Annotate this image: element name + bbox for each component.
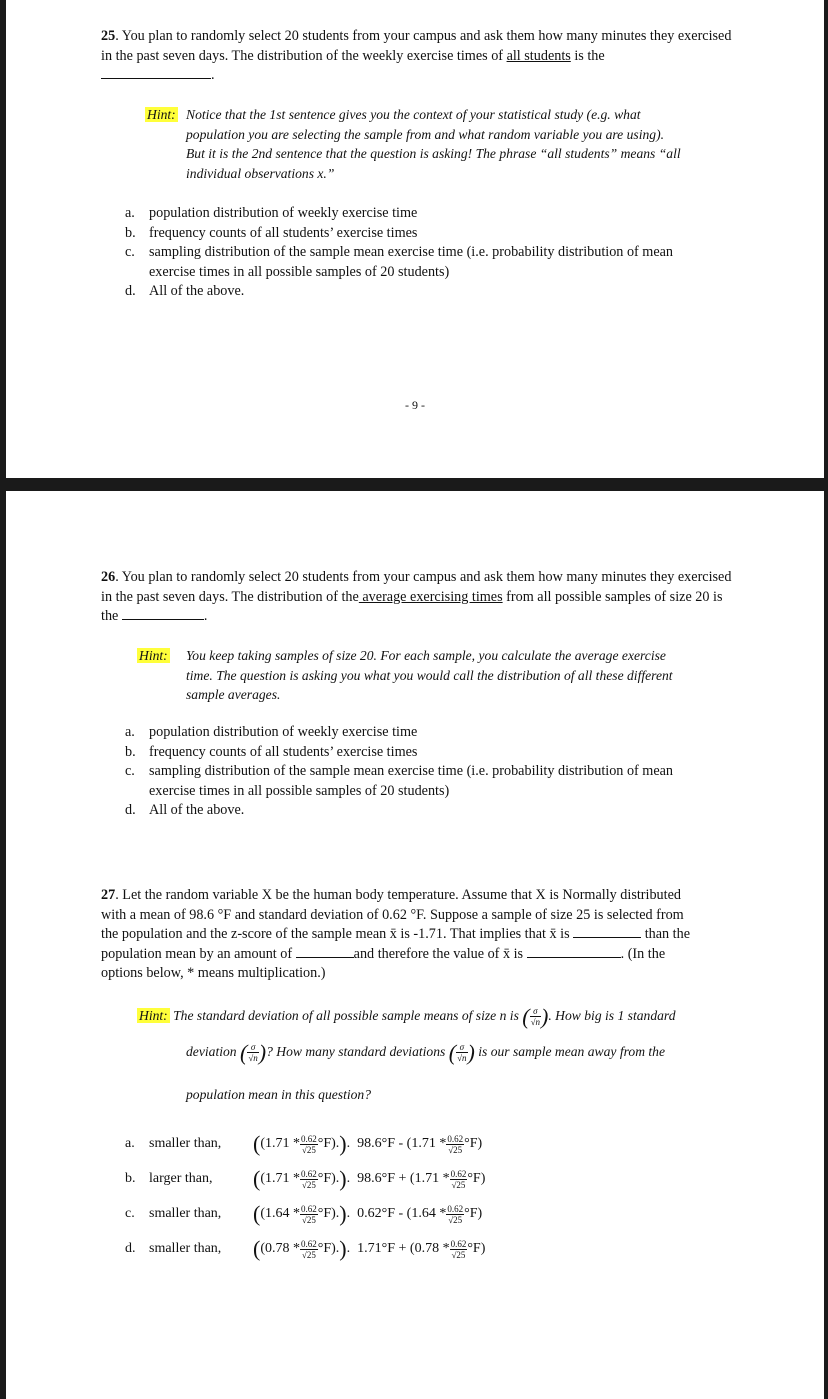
option-c[interactable]: c. smaller than, ((1.64 * $\frac{0.62}{√25}$ °F).). 0.62°F - (1.64 * $\frac{0.62}{√25}$ °F)	[125, 1201, 483, 1226]
option-d[interactable]	[125, 282, 705, 302]
underlined-phrase: average exercising times	[358, 588, 503, 605]
options-26	[125, 723, 705, 821]
page-number: - 9 -	[405, 398, 425, 412]
options-25	[125, 204, 705, 302]
question-text: options below, * means multiplication.)	[101, 965, 326, 981]
hint-label: Hint:	[147, 107, 176, 122]
hint-label: Hint:	[139, 648, 168, 663]
hint-line: deviation	[186, 1044, 240, 1059]
option-a[interactable]	[125, 723, 705, 743]
question-text-end: from all possible samples of size 20 is the	[101, 588, 723, 624]
question-number: 25	[101, 28, 116, 44]
option-c[interactable]	[125, 762, 705, 801]
question-number: 27	[101, 887, 116, 903]
hint-line: But it is the 2nd sentence that the question is asking! The phrase “all students” means “all	[186, 146, 681, 161]
answer-blank	[296, 945, 354, 958]
hint-line: is our sample mean away from the	[474, 1044, 666, 1059]
question-text: . Let the random variable X be the human body temperature. Assume that X is Normally distributed	[115, 887, 681, 903]
option-text: population distribution of weekly exercise time	[149, 205, 418, 221]
option-a[interactable]	[125, 204, 705, 224]
option-letter: c.	[125, 763, 135, 779]
underlined-phrase: all students	[506, 47, 571, 64]
option-text: sampling distribution of the sample mean exercise time (i.e. probability distribution of mean exercise times in all possible samples of 20 students)	[149, 244, 674, 280]
option-d[interactable]: d. smaller than, ((0.78 * $\frac{0.62}{√25}$ °F).). 1.71°F + (0.78 * $\frac{0.62}{√25}$ °F)	[125, 1236, 486, 1261]
option-letter: d.	[125, 802, 136, 818]
question-text: . You plan to randomly select 20 students from your campus and ask them how many minutes they exercised in the past seven days. The distribution of the weekly exercise times of	[101, 28, 732, 64]
hint-line: population mean in this question?	[186, 1087, 372, 1102]
question-text: . (In the	[620, 945, 666, 962]
option-letter: a.	[125, 205, 135, 221]
option-c[interactable]	[125, 243, 705, 282]
hint-line: Notice that the 1st sentence gives you the context of your statistical study (e.g. what	[186, 107, 641, 122]
sigma-over-root-n: $\frac{\sigma}{√n}$	[248, 1042, 258, 1064]
sigma-over-root-n: $\frac{\sigma}{√n}$	[457, 1042, 467, 1064]
page-2: 26. You plan to randomly select 20 students from your campus and ask them how many minutes they exercised in the past seven days. The distribution of the average exercising times from all possible samples of size 20 is the . Hint: You keep taking samples of size 20. For each sample, you calculate the average exercise time. The question is asking you what you would call the distribution of all these different sample averages. a. population distribution of weekly exercise time b. frequency counts of all students’ exercise times c. sampling distribution of the sample mean exercise time (i.e. probability distribution of mean exercise times in all possible samples of 20 students) d. All of the above. 27. Let the random variable X be the human body temperature. Assume that X is Normally distributed with a mean of 98.6 °F and standard deviation of 0.62 °F. Suppose a sample of size 25 is selected from the population and the z-score of the sample mean x̄ is -1.71. That implies that x̄ is than the population mean by an amount of and therefore the value of x̄ is . (In the options below, * means multiplication.) Hint: The standard deviation of all possible sample means of size n is ( $\frac{\sigma}{√n}$ ). How big is 1 standard deviation ( $\frac{\sigma}{√n}$ )? How many standard deviations ( $\frac{\sigma}{√n}$ ) is our sample mean away from the population mean in this question? a. smaller than, ((1.71 * $\frac{0.62}{√25}$ °F).). 98.6°F - (1.71 * $\frac{0.62}{√25}$ °F) b. larger than, ((1.71 * $\frac{0.62}{√25}$ °F).). 98.6°F + (1.71 * $\frac{0.62}{√25}$ °F) c. smaller than, ((1.64 * $\frac{0.62}{√25}$ °F).). 0.62°F - (1.64 * $\frac{0.62}{√25}$ °F) d. smaller than, ((0.78 * $\frac{0.62}{√25}$ °F).). 1.71°F + (0.78 * $\frac{0.62}{√25}$ °F)	[6, 491, 824, 1399]
option-letter: d.	[125, 283, 136, 299]
option-text: frequency counts of all students’ exercise times	[149, 224, 418, 241]
answer-blank	[527, 945, 621, 958]
question-25: 25. You plan to randomly select 20 students from your campus and ask them how many minutes they exercised in the past seven days. The distribution of the weekly exercise times of all students is the .	[101, 28, 732, 83]
option-text: All of the above.	[149, 283, 245, 299]
answer-blank	[122, 607, 204, 620]
option-a[interactable]: a. smaller than, ((1.71 * $\frac{0.62}{√25}$ °F).). 98.6°F - (1.71 * $\frac{0.62}{√25}$ °F)	[125, 1131, 483, 1156]
page-1	[6, 0, 824, 478]
question-26: 26. You plan to randomly select 20 students from your campus and ask them how many minutes they exercised in the past seven days. The distribution of the average exercising times from all possible samples of size 20 is the .	[101, 569, 732, 624]
hint-line: individual observations x.”	[186, 165, 335, 181]
option-letter: c.	[125, 244, 135, 260]
option-letter: a.	[125, 724, 135, 740]
hint-line: The standard deviation of all possible sample means of size n is	[173, 1008, 523, 1023]
option-b[interactable]	[125, 743, 705, 763]
hint-label: Hint:	[139, 1008, 168, 1023]
question-27	[101, 886, 741, 984]
hint-line: . How big is 1 standard	[548, 1008, 676, 1023]
option-text: All of the above.	[149, 802, 245, 818]
option-letter: b.	[125, 224, 136, 241]
sigma-over-root-n: $\frac{\sigma}{√n}$	[530, 1006, 541, 1028]
option-d[interactable]	[125, 801, 705, 821]
hint-25	[145, 105, 745, 181]
option-b[interactable]	[125, 224, 705, 244]
hint-26	[137, 646, 747, 702]
option-b[interactable]: b. larger than, ((1.71 * $\frac{0.62}{√25}$ °F).). 98.6°F + (1.71 * $\frac{0.62}{√25}$ °F)	[125, 1166, 486, 1191]
question-number: 26	[101, 569, 116, 585]
option-letter: b.	[125, 743, 136, 760]
question-text: and therefore the value of x̄ is	[353, 945, 527, 962]
answer-blank	[101, 66, 211, 79]
hint-line: time. The question is asking you what you would call the distribution of all these different	[186, 667, 673, 683]
hint-line: ? How many standard deviations	[266, 1044, 449, 1059]
question-text: the population and the z-score of the sample mean x̄ is -1.71. That implies that x̄ is	[101, 926, 574, 942]
hint-line: You keep taking samples of size 20. For each sample, you calculate the average exercise	[186, 648, 666, 663]
answer-blank	[573, 925, 641, 938]
hint-line: population you are selecting the sample from and what random variable you are using).	[186, 126, 664, 142]
option-text: frequency counts of all students’ exercise times	[149, 743, 418, 760]
question-text-end: is the	[570, 47, 605, 64]
option-text: population distribution of weekly exercise time	[149, 724, 418, 740]
question-text: population mean by an amount of	[101, 945, 296, 962]
option-text: sampling distribution of the sample mean exercise time (i.e. probability distribution of mean exercise times in all possible samples of 20 students)	[149, 763, 674, 799]
question-text: than the	[641, 926, 691, 942]
hint-line: sample averages.	[186, 687, 281, 702]
question-text: with a mean of 98.6 °F and standard deviation of 0.62 °F. Suppose a sample of size 25 is selected from	[101, 906, 684, 923]
question-text: . You plan to randomly select 20 students from your campus and ask them how many minutes they exercised in the past seven days. The distribution of the	[101, 569, 732, 605]
